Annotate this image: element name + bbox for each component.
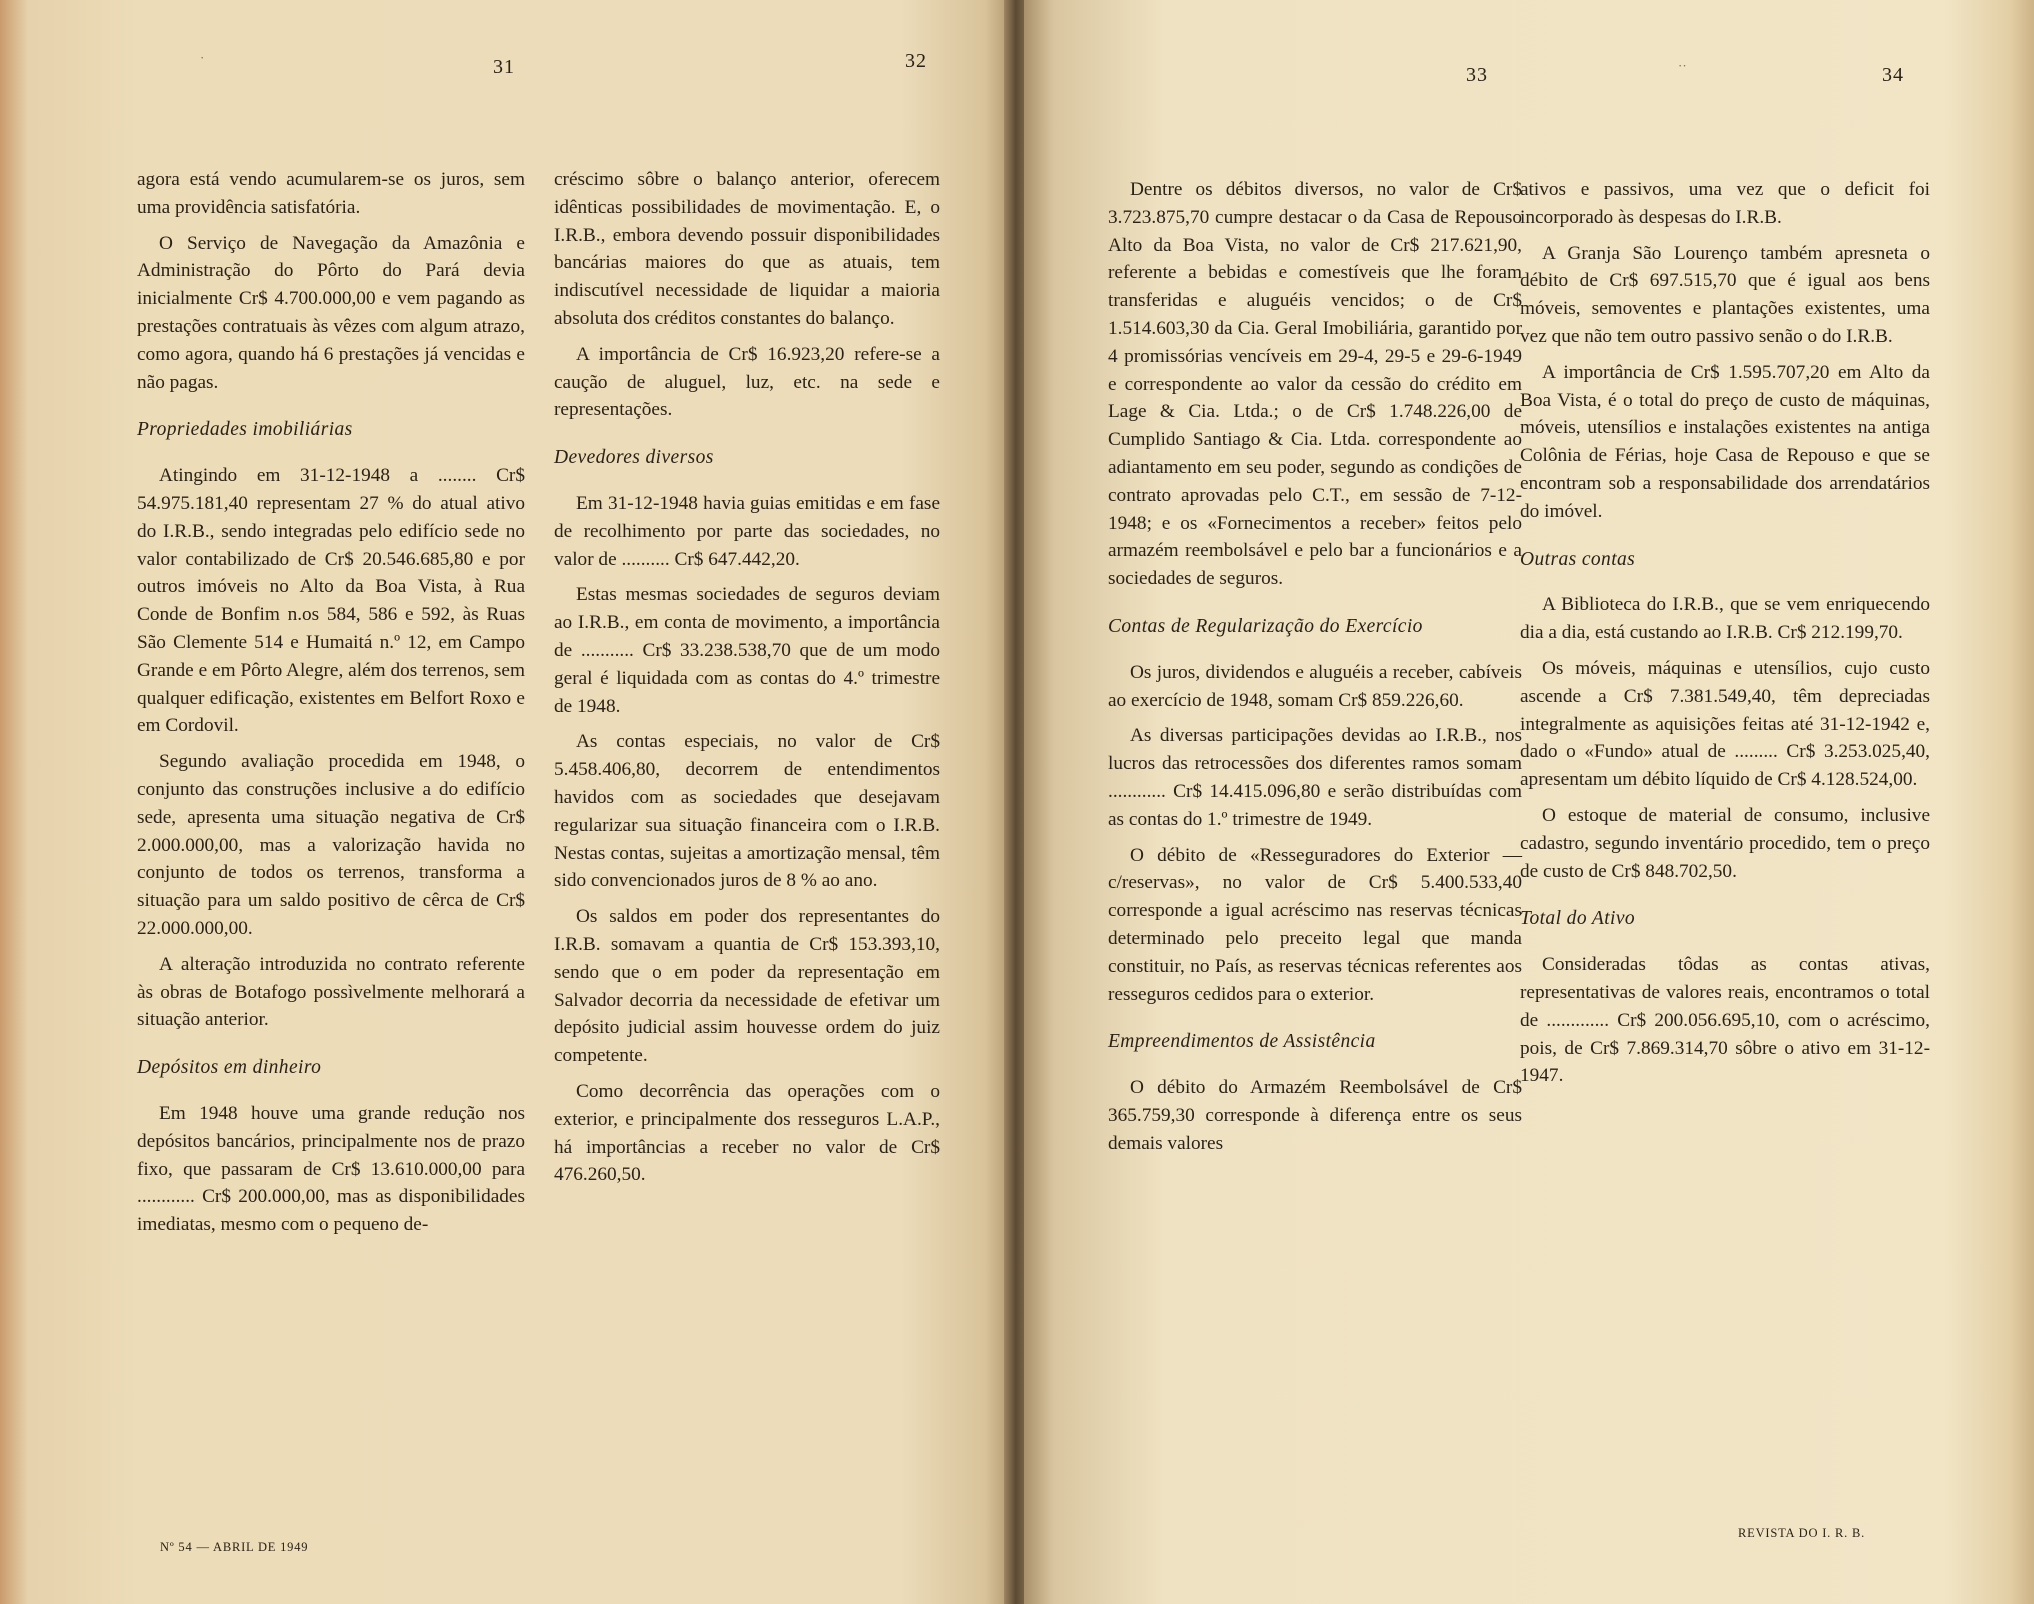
paragraph: créscimo sôbre o balanço anterior, oferecem idênticas possibilidades de movimentação. E, o I.R.B., embora devendo possuir disponibilidades bancárias maiores do que as atuais, tem indiscutível necessidade de liquidar a maioria absoluta dos créditos constantes do balanço.	[554, 169, 940, 329]
column-page-31	[137, 166, 525, 1247]
section-heading: Propriedades imobiliárias	[137, 419, 353, 441]
paragraph: Os juros, dividendos e aluguéis a receber, cabíveis ao exercício de 1948, somam Cr$ 859.226,60.	[1108, 661, 1522, 711]
section-heading: Devedores diversos	[554, 447, 714, 469]
paragraph: O débito do Armazém Reembolsável de Cr$ 365.759,30 corresponde à diferença entre os seus demais valores	[1108, 1077, 1522, 1154]
paragraph: O estoque de material de consumo, inclusive cadastro, segundo inventário procedido, tem o preço de custo de Cr$ 848.702,50.	[1520, 804, 1930, 882]
paragraph: Em 1948 houve uma grande redução nos depósitos bancários, principalmente nos de prazo fixo, que passaram de Cr$ 13.610.000,00 para ............ Cr$ 200.000,00, mas as disponibilidades imediatas, mesmo com o pequeno de-	[137, 1102, 525, 1236]
page-speck: ·	[200, 50, 205, 65]
paragraph: Como decorrência das operações com o exterior, e principalmente dos resseguros L.A.P., há importâncias a receber no valor de Cr$ 476.260,50.	[554, 1080, 940, 1186]
paragraph: Dentre os débitos diversos, no valor de Cr$ 3.723.875,70 cumpre destacar o da Casa de Repouso Alto da Boa Vista, no valor de Cr$ 217.621,90, referente a bebidas e comestíveis que lhe foram transferidas e aluguéis vencidos; o de Cr$ 1.514.603,30 da Cia. Geral Imobiliária, garantido por 4 promissórias vencíveis em 29-4, 29-5 e 29-6-1949 e correspondente ao valor da cessão do crédito em Lage & Cia. Ltda.; o de Cr$ 1.748.226,00 de Cumplido Santiago & Cia. Ltda. correspondente ao adiantamento em seu poder, segundo as condições de contrato aprovadas pelo C.T., em sessão de 7-12-1948; e os «Fornecimentos a receber» feitos pelo armazém reembolsável e pelo bar a funcionários e a sociedades de seguros.	[1108, 179, 1522, 590]
right-page	[1024, 0, 2034, 1604]
page-speck: ··	[1678, 58, 1687, 73]
page-footer: Nº 54 — ABRIL DE 1949	[160, 1540, 309, 1554]
paragraph: O Serviço de Navegação da Amazônia e Administração do Pôrto do Pará devia inicialmente Cr$ 4.700.000,00 e vem pagando as prestações contratuais às vêzes com algum atrazo, como agora, quando há 6 prestações já vencidas e não pagas.	[137, 232, 525, 393]
paragraph: A Biblioteca do I.R.B., que se vem enriquecendo dia a dia, está custando ao I.R.B. Cr$ 212.199,70.	[1520, 594, 1930, 644]
column-page-33	[1108, 176, 1522, 1166]
paragraph: A importância de Cr$ 16.923,20 refere-se a caução de aluguel, luz, etc. na sede e representações.	[554, 343, 940, 421]
paragraph: Os saldos em poder dos representantes do I.R.B. somavam a quantia de Cr$ 153.393,10, sendo que o em poder da representação em Salvador decorria da necessidade de efetivar um depósito judicial assim houvesse ordem do juiz competente.	[554, 906, 940, 1067]
paragraph: Consideradas tôdas as contas ativas, representativas de valores reais, encontramos o total de ............. Cr$ 200.056.695,10, com o acréscimo, pois, de Cr$ 7.869.314,70 sôbre o ativo em 31-12-1947.	[1520, 954, 1930, 1087]
left-page	[0, 0, 1010, 1604]
section-heading: Depósitos em dinheiro	[137, 1057, 322, 1079]
page-number-31: 31	[493, 56, 515, 78]
paragraph: Estas mesmas sociedades de seguros deviam ao I.R.B., em conta de movimento, a importância de ........... Cr$ 33.238.538,70 que de um modo geral é liquidada com as contas do 4.º trimestre de 1948.	[554, 584, 940, 717]
page-number-33: 33	[1466, 64, 1488, 86]
paragraph: ativos e passivos, uma vez que o deficit foi incorporado às despesas do I.R.B.	[1520, 179, 1930, 228]
section-heading: Outras contas	[1520, 548, 1636, 570]
section-heading: Empreendimentos de Assistência	[1108, 1031, 1376, 1053]
page-footer: REVISTA DO I. R. B.	[1738, 1526, 1866, 1540]
paragraph: Os móveis, máquinas e utensílios, cujo custo ascende a Cr$ 7.381.549,40, têm depreciadas integralmente as aquisições feitas até 31-12-1942 e, dado o «Fundo» atual de ......... Cr$ 3.253.025,40, apresentam um débito líquido de Cr$ 4.128.524,00.	[1520, 657, 1930, 791]
section-heading: Total do Ativo	[1520, 908, 1636, 930]
paragraph: A alteração introduzida no contrato referente às obras de Botafogo possìvelmente melhorará a situação anterior.	[137, 953, 525, 1031]
paragraph: agora está vendo acumularem-se os juros, sem uma providência satisfatória.	[137, 169, 525, 218]
column-page-34	[1520, 176, 1930, 1098]
paragraph: As diversas participações devidas ao I.R.B., nos lucros das retrocessões dos diferentes ramos somam ............ Cr$ 14.415.096,80 e serão distribuídas com as contas do 1.º trimestre de 1949.	[1108, 725, 1522, 830]
page-number-34: 34	[1882, 64, 1904, 86]
paragraph: O débito de «Resseguradores do Exterior — c/reservas», no valor de Cr$ 5.400.533,40 corresponde a igual acréscimo nas reservas técnicas determinado pelo preceito legal que manda constituir, no País, as reservas técnicas referentes aos resseguros cedidos para o exterior.	[1108, 844, 1522, 1005]
paragraph: As contas especiais, no valor de Cr$ 5.458.406,80, decorrem de entendimentos havidos com as sociedades que desejavam regularizar sua situação financeira com o I.R.B. Nestas contas, sujeitas a amortização mensal, têm sido convencionados juros de 8 % ao ano.	[554, 731, 940, 892]
paragraph: A Granja São Lourenço também apresneta o débito de Cr$ 697.515,70 que é igual aos bens móveis, semoventes e plantações existentes, uma vez que não tem outro passivo senão o do I.R.B.	[1520, 242, 1930, 347]
paragraph: Em 31-12-1948 havia guias emitidas e em fase de recolhimento por parte das sociedades, no valor de .......... Cr$ 647.442,20.	[554, 492, 940, 570]
paragraph: A importância de Cr$ 1.595.707,20 em Alto da Boa Vista, é o total do preço de custo de máquinas, móveis, utensílios e instalações existentes na antiga Colônia de Férias, hoje Casa de Repouso e que se encontram sob a responsabilidade dos arrendatários do imóvel.	[1520, 361, 1930, 522]
paragraph: Atingindo em 31-12-1948 a ........ Cr$ 54.975.181,40 representam 27 % do atual ativo do I.R.B., sendo integradas pelo edifício sede no valor contabilizado de Cr$ 20.546.685,80 e por outros imóveis no Alto da Boa Vista, à Rua Conde de Bonfim n.os 584, 586 e 592, às Ruas São Clemente 514 e Humaitá n.º 12, em Campo Grande e em Pôrto Alegre, além dos terrenos, sem qualquer edificação, existentes em Belfort Roxo e em Cordovil.	[137, 465, 525, 737]
paragraph: Segundo avaliação procedida em 1948, o conjunto das construções inclusive a do edifício sede, apresenta uma situação negativa de Cr$ 2.000.000,00, mas a valorização havida no conjunto de todos os terrenos, transforma a situação para um saldo positivo de cêrca de Cr$ 22.000.000,00.	[137, 751, 525, 939]
column-page-32	[554, 166, 940, 1197]
page-number-32: 32	[905, 50, 927, 72]
section-heading: Contas de Regularização do Exercício	[1108, 615, 1423, 637]
